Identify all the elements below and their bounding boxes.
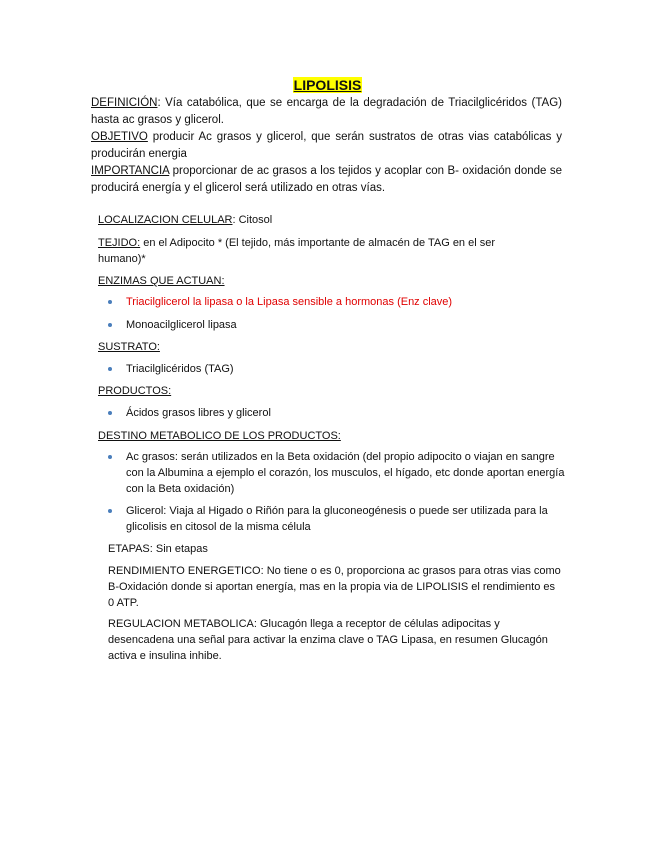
productos-text: Ácidos grasos libres y glicerol: [126, 407, 271, 419]
objetivo-paragraph: [91, 129, 562, 163]
bullet-icon: [108, 323, 112, 327]
enzimas-heading: ENZIMAS QUE ACTUAN:: [98, 275, 225, 287]
importancia-text: proporcionar de ac grasos a los tejidos y acoplar con B- oxidación donde se producirá energía y el glicerol será utilizado en otras vías.: [91, 165, 562, 194]
tejido-label: TEJIDO:: [98, 237, 141, 249]
bullet-icon: [108, 509, 112, 513]
definicion-text: : Vía catabólica, que se encarga de la degradación de Triacilglicéridos (TAG) hasta ac grasos y glicerol.: [91, 97, 562, 126]
localizacion-line: [98, 212, 272, 228]
destino-acgrasos-text: Ac grasos: serán utilizados en la Beta oxidación (del propio adipocito o viajan en sangre con la Albumina a ejemplo el corazón, los musculos, el hígado, etc donde aportan energía con la Beta oxidación): [126, 451, 565, 495]
destino-heading: DESTINO METABOLICO DE LOS PRODUCTOS:: [98, 430, 341, 442]
bullet-icon: [108, 411, 112, 415]
sustrato-text: Triacilglicéridos (TAG): [126, 363, 234, 375]
rendimiento-text: RENDIMIENTO ENERGETICO: No tiene o es 0, proporciona ac grasos para otras vias como B-Oxidación donde si aportan energía, mas en la propia via de LIPOLISIS el rendimiento es 0 ATP.: [108, 565, 561, 609]
localizacion-text: : Citosol: [232, 214, 273, 226]
bullet-icon: [108, 300, 112, 304]
enzyme-key-text: Triacilglicerol la lipasa o la Lipasa sensible a hormonas (Enz clave): [126, 296, 453, 308]
enzyme-text: Monoacilglicerol lipasa: [126, 319, 237, 331]
definicion-paragraph: [91, 95, 562, 129]
tejido-line: [98, 235, 518, 267]
bullet-icon: [108, 367, 112, 371]
regulacion-text: REGULACION METABOLICA: Glucagón llega a receptor de células adipocitas y desencadena una señal para activar la enzima clave o TAG Lipasa, en resumen Glucagón activa e insulina inhibe.: [108, 618, 548, 662]
destino-glicerol-text: Glicerol: Viaja al Higado o Riñón para la gluconeogénesis o puede ser utilizada para la glicolisis en citosol de la misma célula: [126, 505, 548, 533]
importancia-label: IMPORTANCIA: [91, 165, 170, 177]
etapas-text: ETAPAS: Sin etapas: [108, 543, 208, 555]
importancia-paragraph: [91, 163, 562, 197]
bullet-icon: [108, 455, 112, 459]
productos-heading: PRODUCTOS:: [98, 385, 172, 397]
definicion-label: DEFINICIÓN: [91, 97, 158, 109]
tejido-text: en el Adipocito * (El tejido, más importante de almacén de TAG en el ser humano)*: [98, 237, 496, 265]
sustrato-heading: SUSTRATO:: [98, 341, 160, 353]
objetivo-text: producir Ac grasos y glicerol, que serán sustratos de otras vias catabólicas y producirán energia: [91, 131, 562, 160]
page-title: LIPOLISIS: [293, 77, 362, 93]
localizacion-label: LOCALIZACION CELULAR: [98, 214, 233, 226]
objetivo-label: OBJETIVO: [91, 131, 148, 143]
